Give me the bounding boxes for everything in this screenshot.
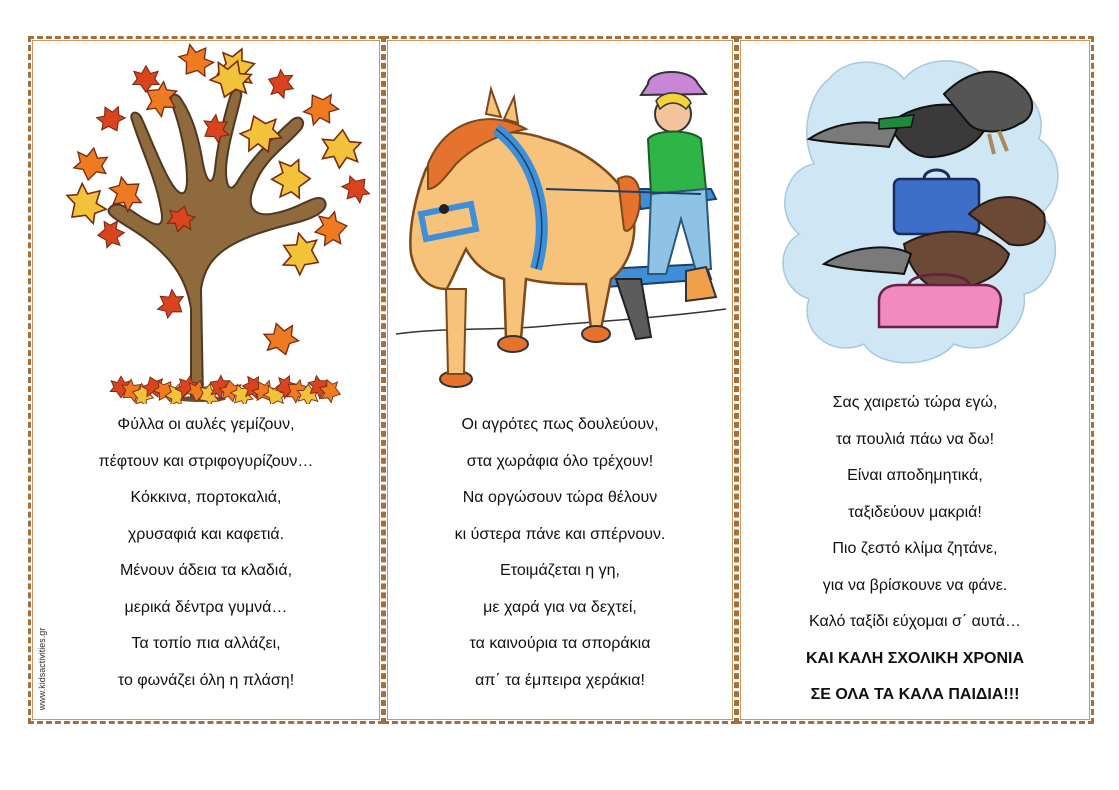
migrating-birds-illustration — [739, 39, 1091, 379]
leaf-icon — [261, 319, 301, 359]
bookmark-panel-farmer — [383, 36, 737, 724]
leaf-icon — [93, 101, 129, 137]
poem-line: ταξιδεύουν μακριά! — [848, 503, 982, 521]
poem-line: στα χωράφια όλο τρέχουν! — [466, 452, 654, 470]
poem-line: Ετοιμάζεται η γη, — [500, 562, 620, 579]
poem-line: Μένουν άδεια τα κλαδιά, — [119, 562, 293, 579]
bookmark-sheet — [28, 36, 1094, 724]
poem-line: Πιο ζεστό κλίμα ζητάνε, — [832, 540, 998, 557]
leaf-icon — [133, 66, 159, 92]
leaf-icon — [299, 87, 344, 132]
poem-line: το φωνάζει όλη η πλάση! — [117, 671, 295, 689]
poem-line: χρυσαφιά και καφετιά. — [127, 525, 285, 543]
poem-line: τα πουλιά πάω να δω! — [835, 430, 995, 448]
watermark — [35, 614, 49, 724]
autumn-tree-illustration — [31, 39, 381, 404]
poem-line: κι ύστερα πάνε και σπέρνουν. — [454, 525, 666, 543]
leaf-icon — [271, 159, 310, 198]
poem-autumn — [31, 407, 381, 699]
leaf-icon — [275, 228, 326, 279]
poem-line: μερικά δέντρα γυμνά… — [124, 598, 288, 616]
poem-line: τα καινούρια τα σποράκια — [469, 635, 651, 652]
leaf-icon — [312, 210, 350, 248]
leaf-icon — [173, 39, 218, 84]
poem-birds — [739, 385, 1091, 714]
poem-farmer — [386, 407, 734, 699]
farmer-horse-illustration — [386, 39, 734, 404]
bookmark-panel-birds — [736, 36, 1094, 724]
leaf-icon — [264, 67, 298, 101]
poem-line: Τα τοπίο πια αλλάζει, — [131, 635, 281, 652]
leaf-icon — [72, 145, 110, 183]
greeting-line: ΚΑΙ ΚΑΛΗ ΣΧΟΛΙΚΗ ΧΡΟΝΙΑ — [805, 649, 1025, 667]
bookmark-panel-autumn — [28, 36, 384, 724]
leaf-icon — [153, 286, 190, 323]
poem-line: για να βρίσκουνε να φάνε. — [822, 576, 1008, 594]
poem-line: Καλό ταξίδι εύχομαι σ΄ αυτά… — [808, 613, 1021, 630]
poem-line: Είναι αποδημητικά, — [847, 467, 983, 484]
watermark-text: www.kidsactivities.gr — [37, 627, 47, 711]
poem-line: Κόκκινα, πορτοκαλιά, — [130, 489, 282, 506]
greeting-line: ΣΕ ΟΛΑ ΤΑ ΚΑΛΑ ΠΑΙΔΙΑ!!! — [810, 686, 1020, 703]
poem-line: με χαρά για να δεχτεί, — [483, 598, 637, 616]
poem-line: πέφτουν και στριφογυρίζουν… — [98, 452, 314, 470]
poem-line: Οι αγρότες πως δουλεύουν, — [461, 416, 659, 433]
poem-line: απ΄ τα έμπειρα χεράκια! — [475, 671, 645, 689]
leaf-icon — [320, 128, 362, 170]
poem-line: Να οργώσουν τώρα θέλουν — [462, 489, 658, 506]
leaf-icon — [337, 170, 374, 207]
poem-line: Φύλλα οι αυλές γεμίζουν, — [117, 416, 295, 433]
poem-line: Σας χαιρετώ τώρα εγώ, — [832, 394, 998, 411]
